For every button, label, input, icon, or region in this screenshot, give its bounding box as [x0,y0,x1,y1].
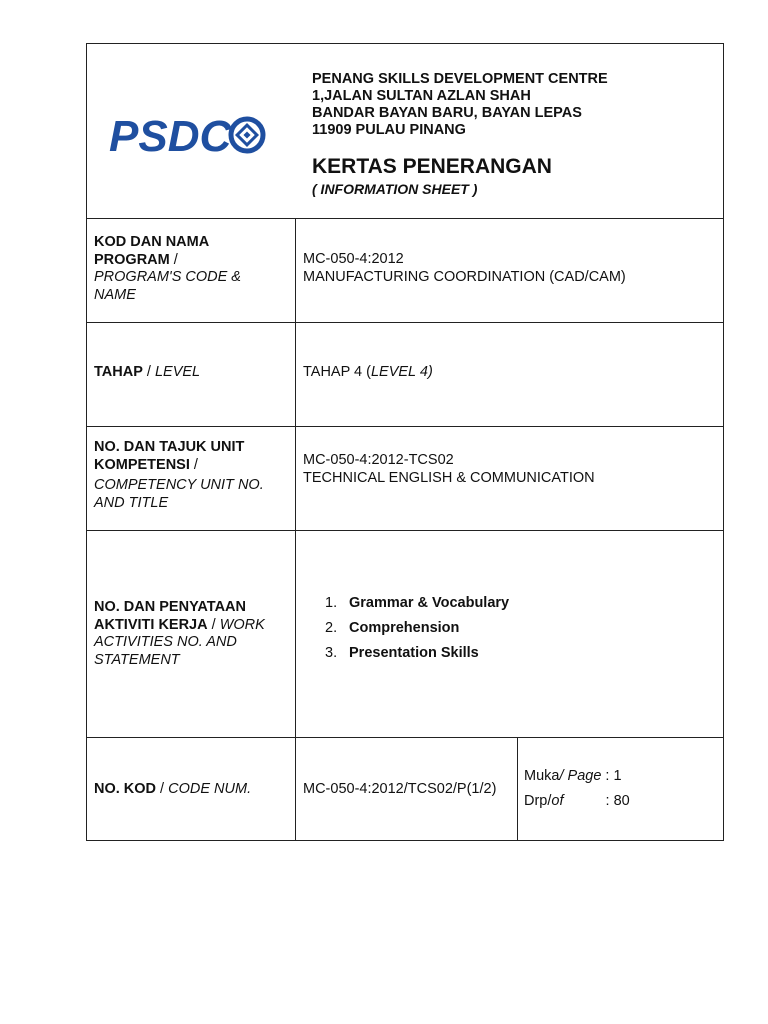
program-code: MC-050-4:2012 [303,251,404,267]
address-line: PENANG SKILLS DEVELOPMENT CENTRE [312,71,608,87]
level-label: TAHAP / LEVEL [94,364,201,380]
divider [87,218,723,219]
list-item: 2. Comprehension [325,620,460,636]
divider [87,530,723,531]
address-line: 1,JALAN SULTAN AZLAN SHAH [312,88,531,104]
divider [87,426,723,427]
column-divider [295,218,296,841]
program-value [303,251,626,286]
logo-emblem-icon [231,119,263,151]
activities-label: NO. DAN PENYATAAN AKTIVITI KERJA / WORK ACTIVITIES NO. AND STATEMENT [94,599,265,668]
column-divider [517,737,518,841]
code-label: NO. KOD / CODE NUM. [94,781,252,797]
unit-label: NO. DAN TAJUK UNIT KOMPETENSI / COMPETENCY UNIT NO. AND TITLE [94,439,264,511]
level-value: TAHAP 4 (LEVEL 4) [303,364,433,380]
logo-text: PSDC [109,112,232,158]
divider [87,737,723,738]
program-label: KOD DAN NAMA PROGRAM / PROGRAM'S CODE & NAME [94,234,241,303]
page-info [524,768,630,810]
address-line: BANDAR BAYAN BARU, BAYAN LEPAS [312,105,582,121]
document-subtitle: ( INFORMATION SHEET ) [312,181,478,197]
information-sheet-table [86,43,724,841]
activities-list [325,595,509,670]
program-name: MANUFACTURING COORDINATION (CAD/CAM) [303,268,626,285]
divider [87,322,723,323]
address-line: 11909 PULAU PINANG [312,122,466,138]
unit-code: MC-050-4:2012-TCS02 [303,452,454,468]
unit-value [303,452,595,487]
document-title: KERTAS PENERANGAN [312,155,552,178]
code-value: MC-050-4:2012/TCS02/P(1/2) [303,781,497,797]
psdc-logo [107,112,267,158]
list-item: 1. Grammar & Vocabulary [325,595,510,611]
address-block [312,71,608,139]
unit-title: TECHNICAL ENGLISH & COMMUNICATION [303,469,595,486]
page-total: Drp/of : 80 [524,792,630,809]
page-number: Muka/ Page : 1 [524,768,622,784]
list-item: 3. Presentation Skills [325,645,479,661]
